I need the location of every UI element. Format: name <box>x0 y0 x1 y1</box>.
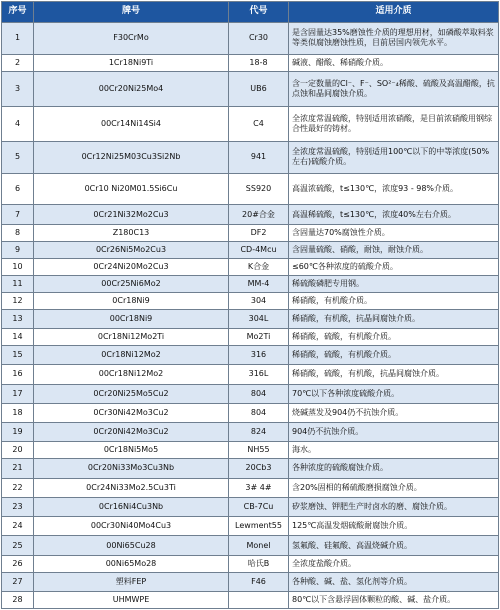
row-grade: 0Cr12Ni25M03Cu3Si2Nb <box>34 141 229 173</box>
table-row <box>2 309 499 328</box>
row-no: 3 <box>2 71 34 106</box>
row-no: 7 <box>2 205 34 224</box>
row-code: C4 <box>229 106 289 141</box>
row-grade: 0Cr26Ni5Mo2Cu3 <box>34 241 229 258</box>
row-media: 海水。 <box>289 442 499 459</box>
row-media: ≤60℃各种浓度的硫酸介质。 <box>289 258 499 275</box>
header-no: 序号 <box>2 2 34 23</box>
row-media: 矽浆磨蚀、钾肥生产时卤水的磨、腐蚀介质。 <box>289 497 499 516</box>
table-row <box>2 384 499 403</box>
row-grade: Z180C13 <box>34 224 229 241</box>
row-no: 6 <box>2 173 34 205</box>
row-media: 烧碱蒸发及904仍不抗蚀介质。 <box>289 403 499 422</box>
table-row <box>2 275 499 292</box>
table-row <box>2 205 499 224</box>
table-row <box>2 224 499 241</box>
row-no: 14 <box>2 328 34 345</box>
row-code: 804 <box>229 403 289 422</box>
row-media: 全浓度盐酸介质。 <box>289 555 499 572</box>
table-row <box>2 141 499 173</box>
row-code: 804 <box>229 384 289 403</box>
header-grade: 牌号 <box>34 2 229 23</box>
row-code <box>229 591 289 608</box>
row-no: 22 <box>2 478 34 497</box>
row-code: CD-4Mcu <box>229 241 289 258</box>
row-no: 19 <box>2 423 34 442</box>
table-row <box>2 54 499 71</box>
row-no: 13 <box>2 309 34 328</box>
table-row <box>2 536 499 555</box>
row-no: 17 <box>2 384 34 403</box>
row-code: F46 <box>229 572 289 591</box>
row-grade: 0Cr18Ni12Mo2Ti <box>34 328 229 345</box>
row-media: 稀硝酸，硫酸，有机酸介质。 <box>289 345 499 364</box>
row-no: 12 <box>2 292 34 309</box>
row-grade: 0Cr18Ni5Mo5 <box>34 442 229 459</box>
row-grade: 0Cr20Ni25Mo5Cu2 <box>34 384 229 403</box>
row-grade: 00Ni65Cu28 <box>34 536 229 555</box>
row-media: 含固量达70%腐蚀性介质。 <box>289 224 499 241</box>
row-code: Monel <box>229 536 289 555</box>
row-code: 3# 4# <box>229 478 289 497</box>
row-grade: 塑料FEP <box>34 572 229 591</box>
row-code: 304L <box>229 309 289 328</box>
row-code: MM-4 <box>229 275 289 292</box>
row-no: 24 <box>2 517 34 536</box>
table-row <box>2 423 499 442</box>
row-no: 23 <box>2 497 34 516</box>
row-media: 各种酸、碱、盐、氢化剂等介质。 <box>289 572 499 591</box>
row-media: 稀硫酸磷肥专用钢。 <box>289 275 499 292</box>
row-code: NH55 <box>229 442 289 459</box>
row-code: 18-8 <box>229 54 289 71</box>
table-row <box>2 258 499 275</box>
row-grade: 00Cr20Ni25Mo4 <box>34 71 229 106</box>
table-body <box>2 23 499 609</box>
row-no: 21 <box>2 459 34 478</box>
row-grade: 0Cr16Ni4Cu3Nb <box>34 497 229 516</box>
row-code: SS920 <box>229 173 289 205</box>
row-grade: 0Cr10 Ni20M01.5Si6Cu <box>34 173 229 205</box>
row-grade: UHMWPE <box>34 591 229 608</box>
row-grade: 0Cr24Ni20Mo2Cu3 <box>34 258 229 275</box>
row-code: 哈氏B <box>229 555 289 572</box>
row-media: 是含固量达35%磨蚀性介质的理想用材，如磷酸萃取料浆等类似腐蚀磨蚀性质，目前居国内领先水平。 <box>289 23 499 55</box>
row-code: Cr30 <box>229 23 289 55</box>
row-grade: 1Cr18Ni9Ti <box>34 54 229 71</box>
row-media: 稀硝酸，有机酸，抗晶间腐蚀介质。 <box>289 309 499 328</box>
media-table <box>1 1 499 609</box>
row-media: 含固量硫酸、硝酸，耐蚀，耐蚀介质。 <box>289 241 499 258</box>
table-row <box>2 555 499 572</box>
table-header <box>2 2 499 23</box>
table-row <box>2 292 499 309</box>
row-no: 10 <box>2 258 34 275</box>
row-grade: 0Cr18Ni9 <box>34 292 229 309</box>
row-no: 4 <box>2 106 34 141</box>
row-media: 稀硝酸，有机酸介质。 <box>289 292 499 309</box>
row-media: 高温浓硫酸，t≤130℃，浓度93 - 98%介质。 <box>289 173 499 205</box>
row-grade: 0Cr20Ni33Mo3Cu3Nb <box>34 459 229 478</box>
row-grade: 00Ni65Mo28 <box>34 555 229 572</box>
table-row <box>2 173 499 205</box>
header-row <box>2 2 499 23</box>
row-no: 25 <box>2 536 34 555</box>
row-no: 26 <box>2 555 34 572</box>
table-row <box>2 517 499 536</box>
row-code: 316L <box>229 365 289 384</box>
table-row <box>2 572 499 591</box>
row-code: K合金 <box>229 258 289 275</box>
table-row <box>2 497 499 516</box>
table-row <box>2 23 499 55</box>
row-grade: 0Cr20Ni42Mo3Cu2 <box>34 423 229 442</box>
row-grade: F30CrMo <box>34 23 229 55</box>
table-row <box>2 345 499 364</box>
row-code: 304 <box>229 292 289 309</box>
row-code: 20Cb3 <box>229 459 289 478</box>
row-media: 全浓度常温硫酸，特别适用浓硝酸，是目前浓硝酸用钢综合性最好的铸材。 <box>289 106 499 141</box>
table-row <box>2 241 499 258</box>
row-code: 316 <box>229 345 289 364</box>
row-media: 70℃以下各种浓度硫酸介质。 <box>289 384 499 403</box>
table-row <box>2 328 499 345</box>
row-no: 18 <box>2 403 34 422</box>
row-media: 氢氟酸、硅氟酸、高温烧碱介质。 <box>289 536 499 555</box>
row-grade: 00Cr14Ni14Si4 <box>34 106 229 141</box>
row-media: 含20%固相的稀硫酸磨损腐蚀介质。 <box>289 478 499 497</box>
row-grade: 0Cr21Ni32Mo2Cu3 <box>34 205 229 224</box>
table-row <box>2 106 499 141</box>
row-grade: 0Cr24Ni33Mo2.5Cu3Ti <box>34 478 229 497</box>
row-no: 2 <box>2 54 34 71</box>
row-media: 125℃高温发烟硫酸耐腐蚀介质。 <box>289 517 499 536</box>
row-no: 1 <box>2 23 34 55</box>
row-code: 941 <box>229 141 289 173</box>
row-no: 27 <box>2 572 34 591</box>
row-media: 高温稀硫酸，t≤130℃，浓度40%左右介质。 <box>289 205 499 224</box>
row-no: 28 <box>2 591 34 608</box>
row-media: 碱液、醋酸、稀硝酸介质。 <box>289 54 499 71</box>
row-code: 824 <box>229 423 289 442</box>
row-code: Lewment55 <box>229 517 289 536</box>
table-row <box>2 403 499 422</box>
row-media: 全浓度常温硫酸，特别适用100℃以下的中等浓度(50%左右)硫酸介质。 <box>289 141 499 173</box>
table-row <box>2 365 499 384</box>
row-media: 稀硝酸，硫酸，有机酸介质。 <box>289 328 499 345</box>
row-code: UB6 <box>229 71 289 106</box>
row-grade: 0Cr18Ni12Mo2 <box>34 345 229 364</box>
row-no: 16 <box>2 365 34 384</box>
row-grade: 00Cr30Ni40Mo4Cu3 <box>34 517 229 536</box>
row-code: DF2 <box>229 224 289 241</box>
row-media: 含一定数量的Cl⁻、F⁻、SO²⁻₄稀酸、硫酸及高温醋酸，抗点蚀和晶间腐蚀介质。 <box>289 71 499 106</box>
row-no: 8 <box>2 224 34 241</box>
row-media: 80℃以下含悬浮固体颗粒的酸、碱、盐介质。 <box>289 591 499 608</box>
table-row <box>2 71 499 106</box>
row-grade: 0Cr30Ni42Mo3Cu2 <box>34 403 229 422</box>
row-grade: 00Cr18Ni9 <box>34 309 229 328</box>
table-row <box>2 478 499 497</box>
header-code: 代号 <box>229 2 289 23</box>
row-media: 各种浓度的硫酸腐蚀介质。 <box>289 459 499 478</box>
table-row <box>2 459 499 478</box>
row-no: 5 <box>2 141 34 173</box>
header-media: 适用介质 <box>289 2 499 23</box>
row-no: 20 <box>2 442 34 459</box>
row-media: 稀硝酸，硫酸，有机酸，抗晶间腐蚀介质。 <box>289 365 499 384</box>
row-grade: 00Cr18Ni12Mo2 <box>34 365 229 384</box>
row-no: 9 <box>2 241 34 258</box>
row-code: 20#合金 <box>229 205 289 224</box>
row-grade: 00Cr25Ni6Mo2 <box>34 275 229 292</box>
row-no: 15 <box>2 345 34 364</box>
row-media: 904仍不抗蚀介质。 <box>289 423 499 442</box>
table-row <box>2 591 499 608</box>
row-code: CB-7Cu <box>229 497 289 516</box>
table-row <box>2 442 499 459</box>
row-code: Mo2Ti <box>229 328 289 345</box>
row-no: 11 <box>2 275 34 292</box>
